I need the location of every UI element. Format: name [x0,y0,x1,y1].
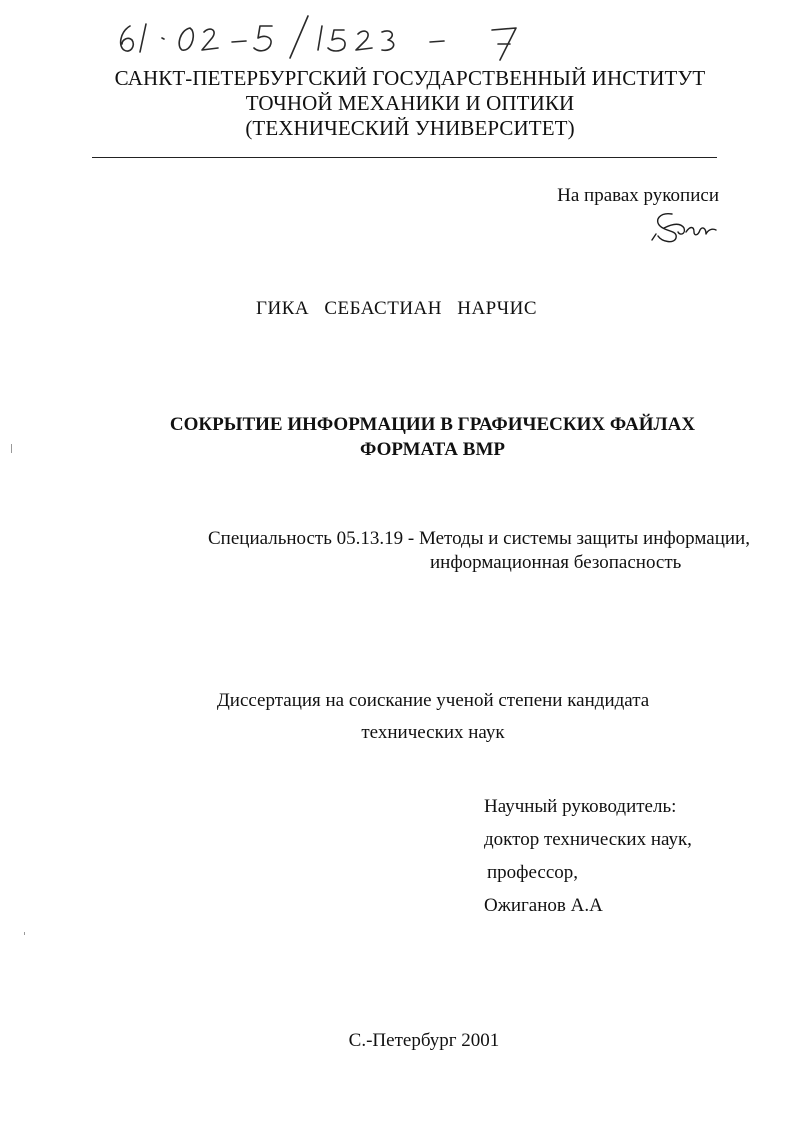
supervisor-degree: доктор технических наук, [484,829,692,850]
institution-line-3: (ТЕХНИЧЕСКИЙ УНИВЕРСИТЕТ) [245,116,575,140]
scan-speck [24,932,25,935]
degree-line-1: Диссертация на соискание ученой степени кандидата [216,690,650,711]
supervisor-label: Научный руководитель: [484,796,677,817]
dissertation-title [60,412,793,462]
specialty-line-2: информационная безопасность [430,552,682,573]
scan-speck [11,444,12,453]
degree-line-2: технических наук [361,722,505,743]
supervisor-block [484,790,692,922]
city-year: С.-Петербург 2001 [348,1030,500,1051]
handwritten-archive-mark [112,6,542,68]
supervisor-title: профессор, [487,862,579,883]
title-line-1: СОКРЫТИЕ ИНФОРМАЦИИ В ГРАФИЧЕСКИХ ФАЙЛАХ [169,414,696,435]
title-line-2: ФОРМАТА ВМР [360,439,505,460]
institution-name [60,66,760,141]
supervisor-name: Ожиганов А.А [484,895,603,916]
specialty-line-1: Специальность 05.13.19 - Методы и системы защиты информации, [208,528,750,549]
institution-line-1: САНКТ-ПЕТЕРБУРГСКИЙ ГОСУДАРСТВЕННЫЙ ИНСТИТУТ [114,66,706,90]
author-name: ГИКА СЕБАСТИАН НАРЧИС [255,298,537,319]
manuscript-note: На правах рукописи [557,185,719,206]
header-divider [92,157,717,158]
institution-line-2: ТОЧНОЙ МЕХАНИКИ И ОПТИКИ [245,91,575,115]
signature [650,208,720,248]
